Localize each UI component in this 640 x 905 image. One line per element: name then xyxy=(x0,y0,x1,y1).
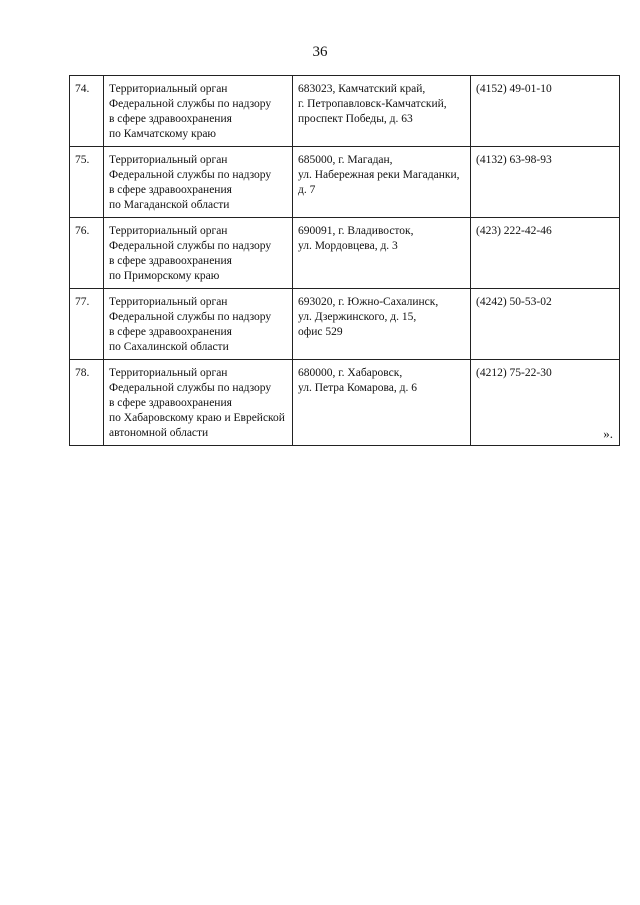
organization-name xyxy=(104,147,293,218)
organization-name xyxy=(104,360,293,446)
organization-name-line: по Магаданской области xyxy=(109,199,230,211)
address xyxy=(293,76,471,147)
row-number: 78. xyxy=(70,360,104,446)
row-number: 75. xyxy=(70,147,104,218)
organization-name-line: по Хабаровскому краю и Еврейской xyxy=(109,412,285,424)
address-line: 680000, г. Хабаровск, xyxy=(298,367,403,379)
table-row xyxy=(70,218,620,289)
organization-name-line: Федеральной службы по надзору xyxy=(109,169,272,181)
organization-name-line: Федеральной службы по надзору xyxy=(109,382,272,394)
table-row xyxy=(70,76,620,147)
address-line: д. 7 xyxy=(298,184,316,196)
organization-name-line: Территориальный орган xyxy=(109,83,228,95)
address-line: 685000, г. Магадан, xyxy=(298,154,393,166)
organization-name-line: Территориальный орган xyxy=(109,296,228,308)
address xyxy=(293,360,471,446)
phone-value: (4212) 75-22-30 xyxy=(476,367,552,379)
address-line: г. Петропавловск-Камчатский, xyxy=(298,98,447,110)
phone: (4132) 63-98-93 xyxy=(471,147,620,218)
page-number: 36 xyxy=(312,44,328,60)
phone: (4242) 50-53-02 xyxy=(471,289,620,360)
organization-name-line: Территориальный орган xyxy=(109,154,228,166)
phone xyxy=(471,360,620,446)
territorial-bodies-table xyxy=(69,75,620,446)
table-row xyxy=(70,147,620,218)
address-line: офис 529 xyxy=(298,326,343,338)
organization-name xyxy=(104,289,293,360)
organization-name-line: Федеральной службы по надзору xyxy=(109,240,272,252)
organization-name-line: в сфере здравоохранения xyxy=(109,113,232,125)
organization-name-line: автономной области xyxy=(109,427,209,439)
organization-name-line: в сфере здравоохранения xyxy=(109,326,232,338)
closing-quote-mark: ». xyxy=(603,426,613,441)
organization-name-line: Федеральной службы по надзору xyxy=(109,98,272,110)
organization-name-line: Федеральной службы по надзору xyxy=(109,311,272,323)
address-line: проспект Победы, д. 63 xyxy=(298,113,413,125)
table-row xyxy=(70,289,620,360)
organization-name-line: по Камчатскому краю xyxy=(109,128,217,140)
organization-name xyxy=(104,76,293,147)
organization-name xyxy=(104,218,293,289)
organization-name-line: Территориальный орган xyxy=(109,225,228,237)
phone: (4152) 49-01-10 xyxy=(471,76,620,147)
address-line: 690091, г. Владивосток, xyxy=(298,225,414,237)
address-line: 683023, Камчатский край, xyxy=(298,83,426,95)
row-number: 76. xyxy=(70,218,104,289)
organization-name-line: по Сахалинской области xyxy=(109,341,229,353)
table-row xyxy=(70,360,620,446)
organization-name-line: в сфере здравоохранения xyxy=(109,397,232,409)
phone: (423) 222-42-46 xyxy=(471,218,620,289)
address xyxy=(293,218,471,289)
row-number: 74. xyxy=(70,76,104,147)
organization-name-line: в сфере здравоохранения xyxy=(109,255,232,267)
organization-name-line: в сфере здравоохранения xyxy=(109,184,232,196)
address xyxy=(293,147,471,218)
organization-name-line: по Приморскому краю xyxy=(109,270,220,282)
address-line: 693020, г. Южно-Сахалинск, xyxy=(298,296,439,308)
address-line: ул. Дзержинского, д. 15, xyxy=(298,311,417,323)
address-line: ул. Петра Комарова, д. 6 xyxy=(298,382,417,394)
row-number: 77. xyxy=(70,289,104,360)
address-line: ул. Набережная реки Магаданки, xyxy=(298,169,460,181)
address xyxy=(293,289,471,360)
address-line: ул. Мордовцева, д. 3 xyxy=(298,240,398,252)
organization-name-line: Территориальный орган xyxy=(109,367,228,379)
